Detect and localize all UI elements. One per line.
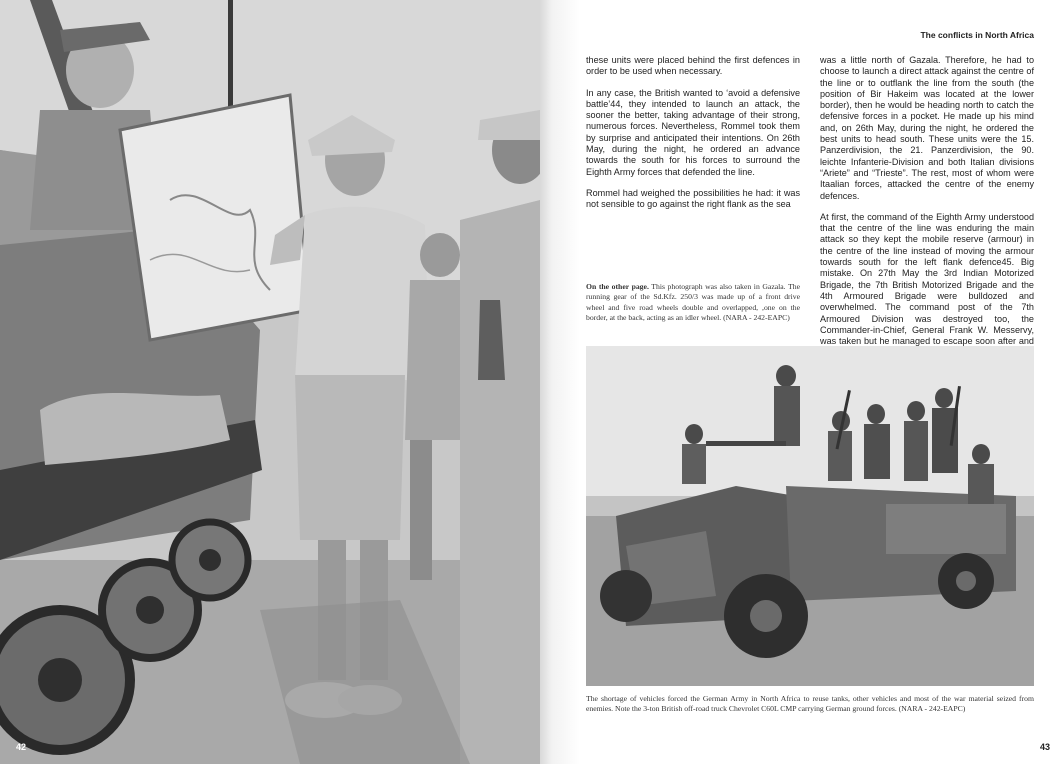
paragraph: At first, the command of the Eighth Army understood that the centre of the line was enduring the main attack so they kept the mobile reserve (armour) in the centre of the line instead of moving the armour towards south for the left flank defence45. Big mistake. On 27th May the 3rd Indian Motorized Brigade, the 7th British Motorized Brigade and the 4th Armoured Brigade were bulldozed and overwhelmed. The command post of the 7th Armoured Division was destroyed too, the Commander-in-Chief, General Frank W. Messervy, was taken but he managed to escape soon after and — [820, 211, 1034, 347]
caption-right: The shortage of vehicles forced the German Army in North Africa to reuse tanks, other vehicles and most of the war material seized from enemies. Note the 3-ton British off-road truck Chevrolet C60L CMP carrying German ground forces. (NARA - 242-EAPC) — [586, 694, 1034, 714]
paragraph: was a little north of Gazala. Therefore, he had to choose to launch a direct attack against the centre of the line or to outflank the line from the south (the position of Bir Hakeim was located at the lower border), then he would be heading north to catch the defensive forces in a pocket. He made up his mind and, on 26th May, during the night, he ordered the best units to head south. These units were the 15. Panzerdivision, the 21. Panzerdivision, the 90. leichte Infanterie-Division and both Italian divisions “Ariete” and “Trieste”. The rest, most of whom were Itaalian forces, attacked the centre of the enemy defences. — [820, 55, 1034, 201]
paragraph: these units were placed behind the first defences in order to be used when necessary. — [586, 55, 800, 77]
caption-lead: On the other page. — [586, 282, 649, 291]
running-head: The conflicts in North Africa — [920, 30, 1034, 40]
truck-photo-image — [586, 346, 1034, 686]
paragraph: Rommel had weighed the possibilities he had: it was not sensible to go against the right flank as the sea — [586, 187, 800, 210]
caption-text: This photograph was also taken in Gazala. The running gear of the Sd.Kfz. 250/3 was made up of a front drive wheel and five road wheels double and overlapped, ,one on the border, at the back, acting as an idler wheel. (NARA - 242-EAPC) — [586, 282, 800, 323]
text-column-2 — [820, 55, 1034, 369]
page-number-left: 42 — [16, 742, 27, 752]
truck-photo — [586, 346, 1034, 686]
paragraph: In any case, the British wanted to ‘avoid a defensive battle’44, they intended to launch an attack, the sooner the better, taking advantage of their strong, numerous forces. Nevertheless, Rommel took them by surprise and anticipated their intentions. On 26th May, during the night, he ordered an advance towards the south for his forces to surround the Eighth Army forces that defended the line. — [586, 87, 800, 177]
page-number-right: 43 — [1040, 742, 1051, 752]
caption-left — [586, 282, 800, 324]
text-column-1 — [586, 55, 800, 221]
